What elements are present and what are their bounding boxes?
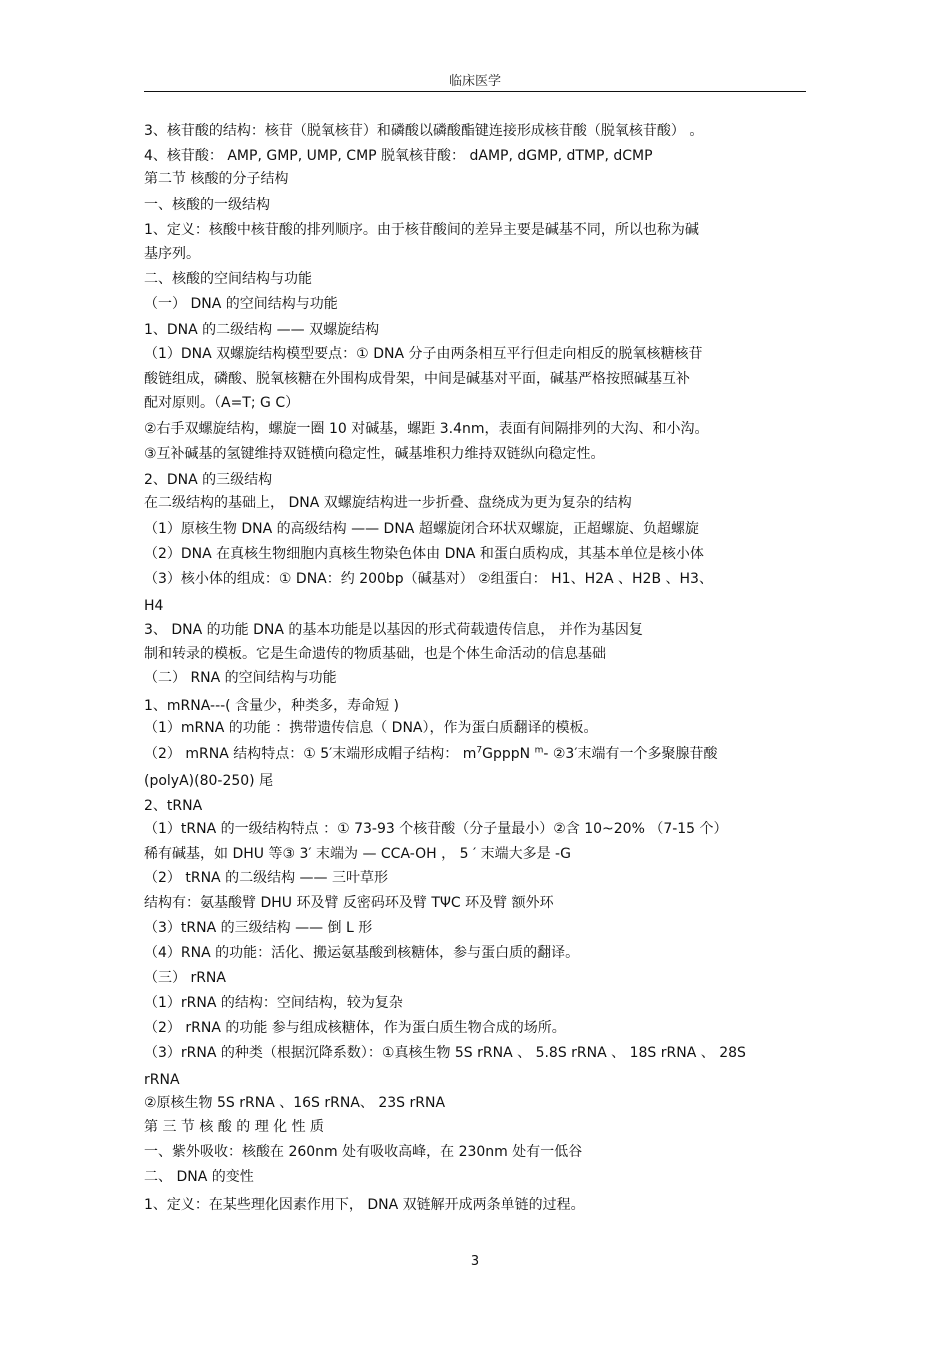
text-line: (polyA)(80-250) 尾 <box>144 773 274 789</box>
text-line: 3、核苷酸的结构：核苷（脱氧核苷）和磷酸以磷酸酯键连接形成核苷酸（脱氧核苷酸） 。 <box>144 123 704 139</box>
text-line: 2、tRNA <box>144 798 203 814</box>
text-line: 制和转录的模板。它是生命遗传的物质基础，也是个体生命活动的信息基础 <box>144 646 606 662</box>
mrna-cap-text: GpppN <box>482 746 535 762</box>
text-line: ③互补碱基的氢键维持双链横向稳定性，碱基堆积力维持双链纵向稳定性。 <box>144 446 605 462</box>
text-line: （三） rRNA <box>144 970 226 986</box>
text-line: 2、DNA 的三级结构 <box>144 472 273 488</box>
text-line: （3）tRNA 的三级结构 —— 倒 L 形 <box>144 920 373 936</box>
text-line: 1、定义：在某些理化因素作用下， DNA 双链解开成两条单链的过程。 <box>144 1197 585 1213</box>
text-line: ②右手双螺旋结构，螺旋一圈 10 对碱基，螺距 3.4nm，表面有间隔排列的大沟、和小沟。 <box>144 421 709 437</box>
text-line: H4 <box>144 598 164 614</box>
mrna-structure-line <box>144 745 718 763</box>
superscript: m <box>534 745 544 756</box>
page-number: 3 <box>470 1254 480 1269</box>
text-line: （3）核小体的组成：① DNA：约 200bp（碱基对） ②组蛋白： H1、H2A 、H2B 、H3、 <box>144 571 713 587</box>
section-heading: 第 三 节 核 酸 的 理 化 性 质 <box>144 1119 325 1135</box>
text-line: rRNA <box>144 1072 180 1088</box>
text-line: 1、DNA 的二级结构 —— 双螺旋结构 <box>144 322 380 338</box>
text-line: （1）tRNA 的一级结构特点 ：① 73-93 个核苷酸（分子量最小）②含 10~20% （7-15 个） <box>144 821 728 837</box>
mrna-structure-suffix: - ②3′末端有一个多聚腺苷酸 <box>543 746 718 762</box>
text-line: 在二级结构的基础上， DNA 双螺旋结构进一步折叠、盘绕成为更为复杂的结构 <box>144 495 632 511</box>
text-line: 3、 DNA 的功能 DNA 的基本功能是以基因的形式荷载遗传信息， 并作为基因复 <box>144 622 643 638</box>
text-line: （4）RNA 的功能：活化、搬运氨基酸到核糖体，参与蛋白质的翻译。 <box>144 945 580 961</box>
text-line: 稀有碱基，如 DHU 等③ 3′ 末端为 — CCA-OH ， 5 ′ 末端大多是 -G <box>144 846 571 862</box>
text-line: 结构有：氨基酸臂 DHU 环及臂 反密码环及臂 TΨC 环及臂 额外环 <box>144 895 554 911</box>
text-line: （1）rRNA 的结构：空间结构，较为复杂 <box>144 995 403 1011</box>
text-line: （1）原核生物 DNA 的高级结构 —— DNA 超螺旋闭合环状双螺旋，正超螺旋、负超螺旋 <box>144 521 699 537</box>
text-line: 4、核苷酸： AMP, GMP, UMP, CMP 脱氧核苷酸： dAMP, dGMP, dTMP, dCMP <box>144 148 653 164</box>
text-line: 二、 DNA 的变性 <box>144 1169 254 1185</box>
mrna-structure-prefix: （2） mRNA 结构特点：① 5′末端形成帽子结构： m <box>144 746 477 762</box>
text-line: （二） RNA 的空间结构与功能 <box>144 670 337 686</box>
superscript: 7 <box>476 745 483 756</box>
text-line: （1）DNA 双螺旋结构模型要点：① DNA 分子由两条相互平行但走向相反的脱氧核糖核苷 <box>144 346 703 362</box>
text-line: 一、紫外吸收：核酸在 260nm 处有吸收高峰，在 230nm 处有一低谷 <box>144 1144 583 1160</box>
text-line: （2） rRNA 的功能 参与组成核糖体，作为蛋白质生物合成的场所。 <box>144 1020 566 1036</box>
text-line: 一、核酸的一级结构 <box>144 197 270 213</box>
text-line: （一） DNA 的空间结构与功能 <box>144 296 338 312</box>
text-line: （1）mRNA 的功能 ：携带遗传信息（ DNA），作为蛋白质翻译的模板。 <box>144 720 598 736</box>
text-line: （2）DNA 在真核生物细胞内真核生物染色体由 DNA 和蛋白质构成，其基本单位是核小体 <box>144 546 704 562</box>
text-line: （2） tRNA 的二级结构 —— 三叶草形 <box>144 870 388 886</box>
page-header: 临床医学 <box>448 74 501 89</box>
section-heading: 第二节 核酸的分子结构 <box>144 171 289 187</box>
text-line: 配对原则。（A=T; G C） <box>144 395 300 411</box>
text-line: 基序列。 <box>144 246 200 262</box>
text-line: 1、定义：核酸中核苷酸的排列顺序。由于核苷酸间的差异主要是碱基不同，所以也称为碱 <box>144 222 699 238</box>
header-rule <box>144 91 806 92</box>
text-line: 酸链组成，磷酸、脱氧核糖在外围构成骨架，中间是碱基对平面，碱基严格按照碱基互补 <box>144 371 690 387</box>
text-line: 二、核酸的空间结构与功能 <box>144 271 312 287</box>
text-line: （3）rRNA 的种类（根据沉降系数）：①真核生物 5S rRNA 、 5.8S rRNA 、 18S rRNA 、 28S <box>144 1045 746 1061</box>
text-line: 1、mRNA---( 含量少，种类多，寿命短 ) <box>144 698 399 714</box>
text-line: ②原核生物 5S rRNA 、16S rRNA、 23S rRNA <box>144 1095 446 1111</box>
